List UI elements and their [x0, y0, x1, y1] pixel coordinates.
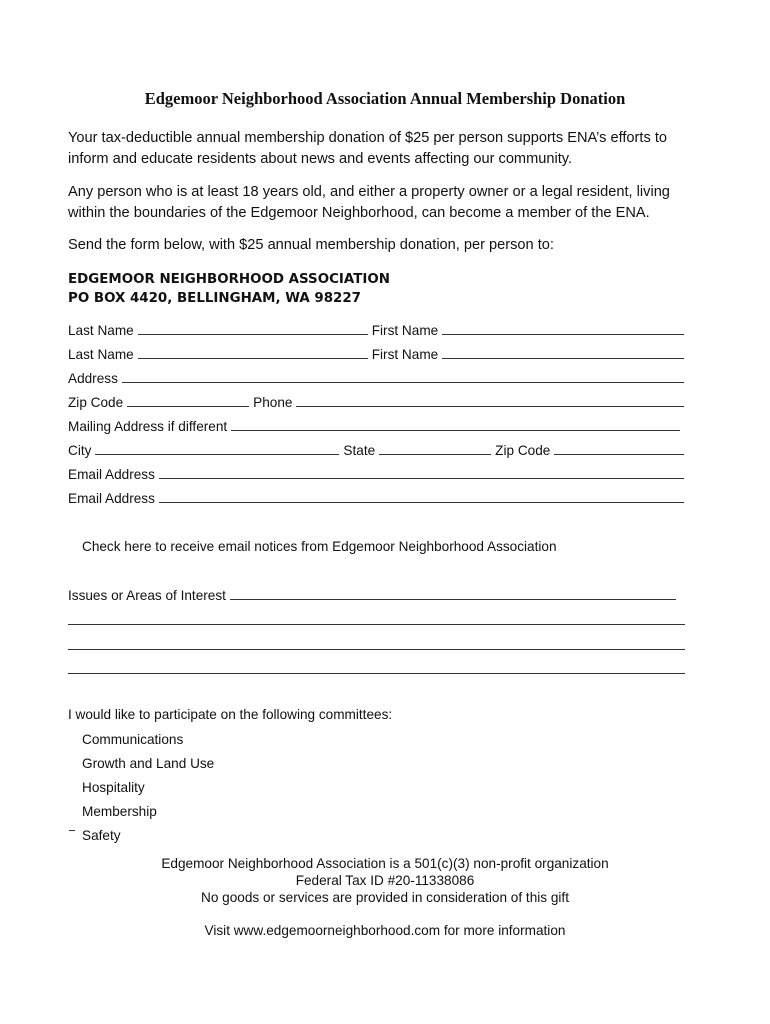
- last-name-field[interactable]: [138, 321, 368, 335]
- email-label: Email Address: [68, 491, 155, 506]
- committee-hospitality-checkbox[interactable]: [82, 779, 145, 797]
- name-row-1: [68, 321, 688, 341]
- committee-label: Membership: [82, 804, 157, 819]
- intro-paragraph-1: Your tax-deductible annual membership donation of $25 per person supports ENA’s efforts to inform and educate residents about news and events affecting our community.: [68, 130, 667, 167]
- phone-field[interactable]: [296, 393, 684, 407]
- issues-field[interactable]: [230, 586, 676, 600]
- committee-membership-checkbox[interactable]: [82, 803, 157, 821]
- address-row: [68, 369, 688, 389]
- zip-phone-row: [68, 393, 688, 413]
- footer-tax-id: Federal Tax ID #20-11338086: [295, 873, 475, 888]
- committee-label: Safety: [82, 828, 121, 843]
- issues-row: [68, 586, 680, 606]
- footer-website: Visit www.edgemoorneighborhood.com for more information: [204, 923, 566, 938]
- committee-growth-checkbox[interactable]: [82, 755, 214, 773]
- email-field[interactable]: [159, 465, 684, 479]
- state-field[interactable]: [379, 441, 491, 455]
- first-name-label: First Name: [371, 323, 439, 338]
- email-field[interactable]: [159, 489, 684, 503]
- first-name-field[interactable]: [442, 321, 684, 335]
- last-name-label: Last Name: [68, 323, 134, 338]
- email-row-2: [68, 489, 688, 509]
- email-notice-label: Check here to receive email notices from Edgemoor Neighborhood Association: [82, 539, 557, 554]
- zip-code-label: Zip Code: [495, 443, 551, 458]
- zip-code-label: Zip Code: [68, 395, 124, 410]
- mailing-address-field[interactable]: [231, 417, 680, 431]
- committee-safety-checkbox[interactable]: [82, 827, 121, 845]
- mailing-address-row: [68, 417, 684, 437]
- mailing-address-line-2: PO BOX 4420, BELLINGHAM, WA 98227: [68, 291, 361, 306]
- city-field[interactable]: [95, 441, 339, 455]
- address-label: Address: [68, 371, 118, 386]
- mailing-address-line-1: EDGEMOOR NEIGHBORHOOD ASSOCIATION: [68, 272, 390, 287]
- zip-code-field[interactable]: [127, 393, 249, 407]
- page-title: Edgemoor Neighborhood Association Annual Membership Donation: [144, 89, 626, 108]
- checkbox-mark: [69, 830, 75, 831]
- first-name-field[interactable]: [442, 345, 684, 359]
- email-row-1: [68, 465, 688, 485]
- email-notice-checkbox[interactable]: [82, 538, 557, 556]
- issues-label: Issues or Areas of Interest: [68, 588, 226, 603]
- name-row-2: [68, 345, 688, 365]
- issues-line-3[interactable]: [68, 649, 685, 650]
- committee-label: Growth and Land Use: [82, 756, 215, 771]
- last-name-label: Last Name: [68, 347, 134, 362]
- mailing-address-label: Mailing Address if different: [68, 419, 228, 434]
- email-label: Email Address: [68, 467, 155, 482]
- footer-no-goods: No goods or services are provided in consideration of this gift: [201, 890, 569, 905]
- committee-label: Hospitality: [82, 780, 145, 795]
- state-label: State: [343, 443, 376, 458]
- last-name-field[interactable]: [138, 345, 368, 359]
- city-label: City: [68, 443, 92, 458]
- city-state-zip-row: [68, 441, 688, 461]
- intro-paragraph-2: Any person who is at least 18 years old, and either a property owner or a legal resident, living within the boundaries of the Edgemoor Neighborhood, can become a member of the ENA.: [68, 184, 670, 221]
- first-name-label: First Name: [371, 347, 439, 362]
- footer-nonprofit: Edgemoor Neighborhood Association is a 501(c)(3) non-profit organization: [161, 856, 609, 871]
- phone-label: Phone: [253, 395, 293, 410]
- address-field[interactable]: [122, 369, 684, 383]
- zip-code-field[interactable]: [554, 441, 684, 455]
- issues-line-2[interactable]: [68, 624, 685, 625]
- issues-line-4[interactable]: [68, 673, 685, 674]
- committees-intro: I would like to participate on the following committees:: [68, 707, 393, 722]
- intro-paragraph-3: Send the form below, with $25 annual membership donation, per person to:: [68, 237, 554, 253]
- committee-label: Communications: [82, 732, 184, 747]
- committee-communications-checkbox[interactable]: [82, 731, 183, 749]
